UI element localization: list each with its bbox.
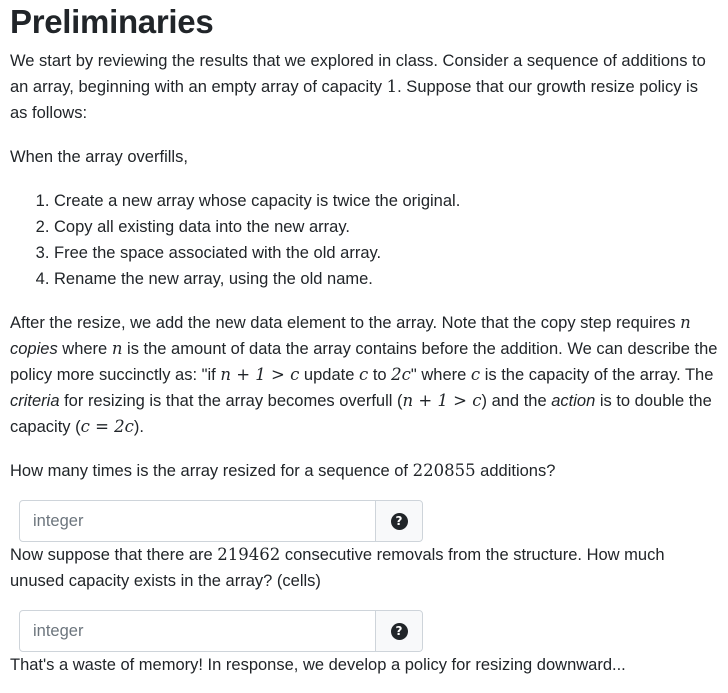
- question-resizes: [10, 458, 718, 484]
- intro-paragraph: [10, 48, 718, 126]
- math-2c: 2c: [391, 365, 411, 384]
- intro-text-1: We start by reviewing the results that we explored in class. Consider a sequence of additions to an array, beginning with an empty array of capacity: [10, 52, 706, 96]
- math-equation: c = 2c: [80, 417, 134, 436]
- list-item: 4. Rename the new array, using the old name.: [54, 266, 718, 292]
- text: is the amount of data the array contains before the addition. We can describe the policy more succinctly as: "if: [10, 340, 718, 384]
- text: is to double the capacity (: [10, 392, 712, 436]
- math-additions-count: 220855: [412, 461, 476, 480]
- text: consecutive removals from the structure. How much unused capacity exists in the array? (cells): [10, 546, 665, 590]
- policy-paragraph: [10, 310, 718, 440]
- overfill-text: When the array overfills,: [10, 148, 188, 166]
- text: ).: [133, 418, 144, 436]
- criteria-emphasis: criteria: [10, 392, 60, 410]
- text: " where: [410, 366, 471, 384]
- page-title: Preliminaries: [10, 3, 214, 40]
- question-circle-icon: ?: [391, 623, 408, 640]
- question-unused-capacity: [10, 542, 718, 594]
- list-item: 1. Create a new array whose capacity is twice the original.: [54, 188, 718, 214]
- math-condition: n + 1 > c: [402, 391, 482, 410]
- text: for resizing is that the array becomes overfull (: [59, 392, 403, 410]
- intro-text-2: . Suppose that our growth resize policy is as follows:: [10, 78, 698, 122]
- unused-capacity-input-group: [19, 610, 423, 652]
- math-removals-count: 219462: [217, 545, 281, 564]
- resize-steps-list: [10, 188, 718, 292]
- math-n: n: [680, 313, 691, 332]
- unused-capacity-help-button[interactable]: [375, 611, 422, 651]
- text: to: [368, 366, 392, 384]
- math-c: c: [470, 365, 481, 384]
- math-capacity: 1: [386, 77, 398, 96]
- text: How many times is the array resized for a sequence of: [10, 462, 413, 480]
- list-item: 2. Copy all existing data into the new array.: [54, 214, 718, 240]
- resize-count-input[interactable]: [20, 501, 375, 541]
- math-c: c: [358, 365, 369, 384]
- action-emphasis: action: [551, 392, 596, 410]
- resize-count-input-group: [19, 500, 423, 542]
- text: where: [57, 340, 112, 358]
- text: ) and the: [481, 392, 552, 410]
- text: additions?: [475, 462, 556, 480]
- text: update: [299, 366, 359, 384]
- unused-capacity-input[interactable]: [20, 611, 375, 651]
- copies-emphasis: copies: [10, 340, 58, 358]
- text: is the capacity of the array. The: [480, 366, 714, 384]
- list-item: 3. Free the space associated with the old array.: [54, 240, 718, 266]
- closing-text: That's a waste of memory! In response, we develop a policy for resizing downward...: [10, 656, 626, 674]
- math-n: n: [111, 339, 123, 358]
- question-circle-icon: ?: [391, 513, 408, 530]
- resize-count-help-button[interactable]: [375, 501, 422, 541]
- math-condition: n + 1 > c: [220, 365, 300, 384]
- text: Now suppose that there are: [10, 546, 218, 564]
- text: After the resize, we add the new data element to the array. Note that the copy step requires: [10, 314, 681, 332]
